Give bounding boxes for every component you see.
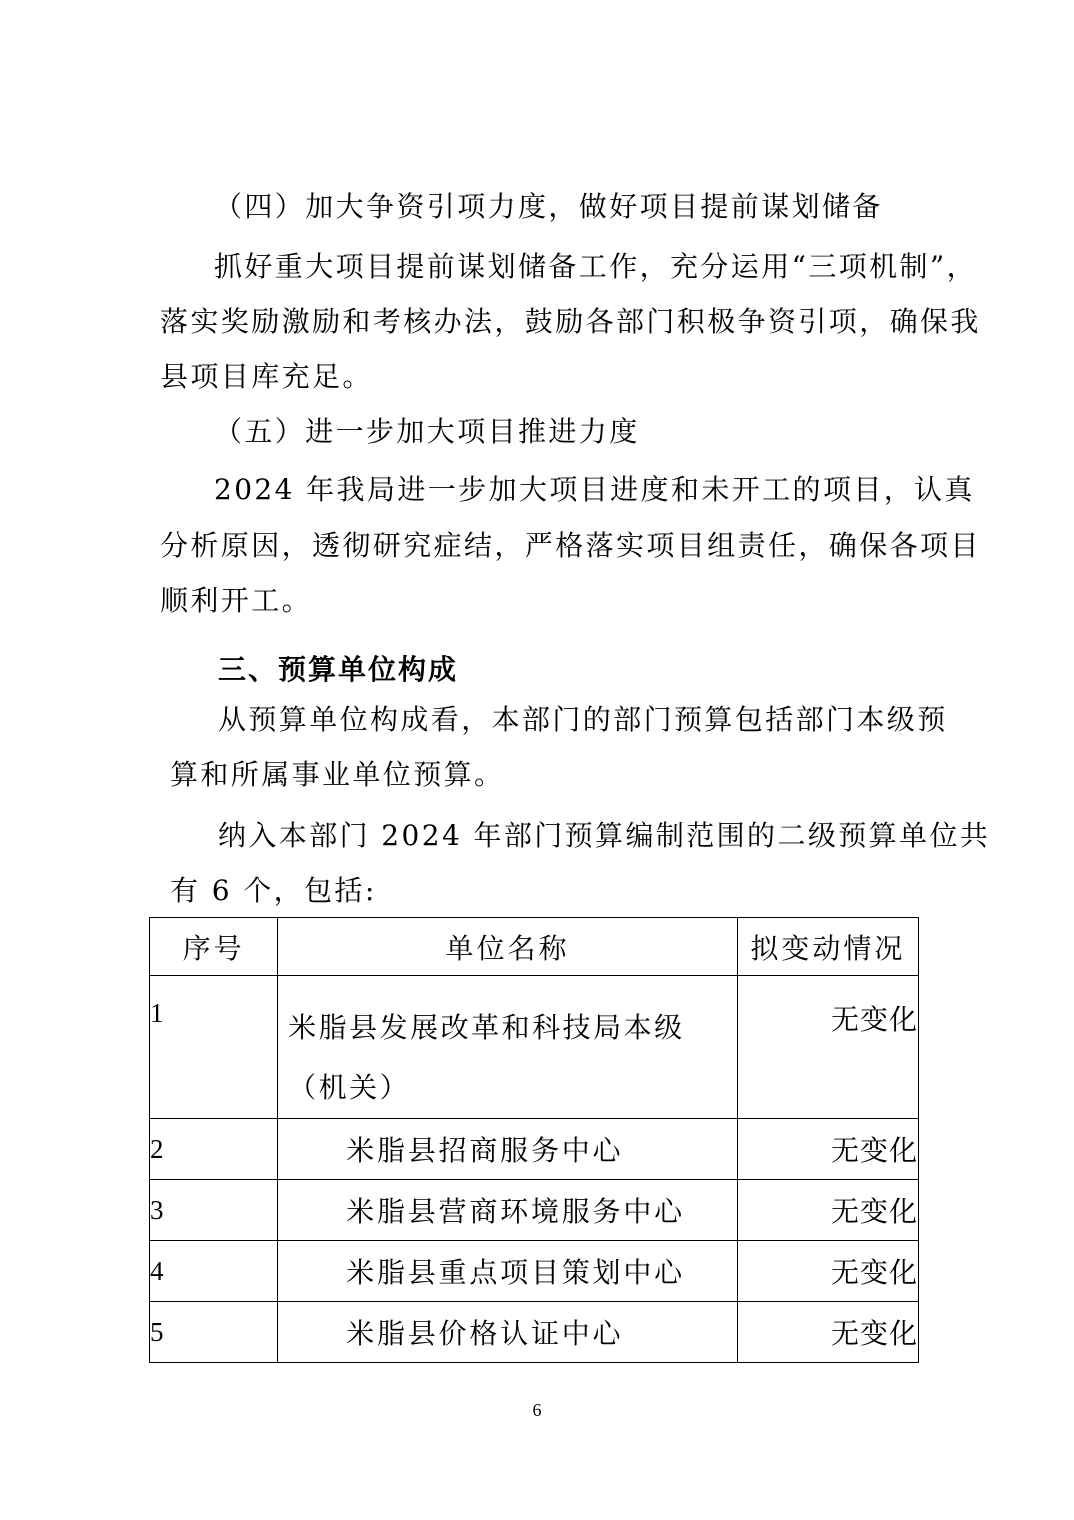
paragraph-line: 分析原因，透彻研究症结，严格落实项目组责任，确保各项目 <box>160 529 981 562</box>
row-status: 无变化 <box>737 1302 918 1363</box>
row-status: 无变化 <box>737 1241 918 1302</box>
row-unit-name: 米脂县重点项目策划中心 <box>278 1241 738 1302</box>
paragraph-line: 2024 年我局进一步加大项目进度和未开工的项目，认真 <box>214 473 975 506</box>
row-unit-name: 米脂县招商服务中心 <box>278 1119 738 1180</box>
header-unit-name: 单位名称 <box>278 918 738 976</box>
subheading-four: （四）加大争资引项力度，做好项目提前谋划储备 <box>214 190 883 223</box>
table-header-row <box>150 918 919 976</box>
subheading-five: （五）进一步加大项目推进力度 <box>214 415 640 448</box>
row-number: 4 <box>150 1241 278 1302</box>
table-row <box>150 1180 919 1241</box>
row-number: 1 <box>150 976 278 1119</box>
table-row <box>150 1302 919 1363</box>
paragraph-line: 顺利开工。 <box>160 584 313 617</box>
table-row <box>150 1119 919 1180</box>
page-number: 6 <box>532 1400 542 1420</box>
row-number: 5 <box>150 1302 278 1363</box>
row-status: 无变化 <box>737 1119 918 1180</box>
row-status: 无变化 <box>737 976 918 1119</box>
paragraph-line: 有 6 个，包括: <box>170 874 377 907</box>
row-unit-name: 米脂县发展改革和科技局本级（机关） <box>278 976 738 1119</box>
paragraph-line: 抓好重大项目提前谋划储备工作，充分运用“三项机制”， <box>214 250 978 283</box>
header-change-status: 拟变动情况 <box>737 918 918 976</box>
budget-units-table <box>149 917 919 1363</box>
row-unit-name: 米脂县价格认证中心 <box>278 1302 738 1363</box>
paragraph-line: 算和所属事业单位预算。 <box>170 758 505 791</box>
table-row <box>150 1241 919 1302</box>
row-status: 无变化 <box>737 1180 918 1241</box>
table-row <box>150 976 919 1119</box>
paragraph-line: 纳入本部门 2024 年部门预算编制范围的二级预算单位共 <box>218 819 991 852</box>
header-number: 序号 <box>150 918 278 976</box>
paragraph-line: 县项目库充足。 <box>160 360 373 393</box>
section-heading: 三、预算单位构成 <box>218 653 459 686</box>
row-number: 2 <box>150 1119 278 1180</box>
paragraph-line: 从预算单位构成看，本部门的部门预算包括部门本级预 <box>218 703 948 736</box>
paragraph-line: 落实奖励激励和考核办法，鼓励各部门积极争资引项，确保我 <box>160 305 981 338</box>
row-unit-name: 米脂县营商环境服务中心 <box>278 1180 738 1241</box>
row-number: 3 <box>150 1180 278 1241</box>
